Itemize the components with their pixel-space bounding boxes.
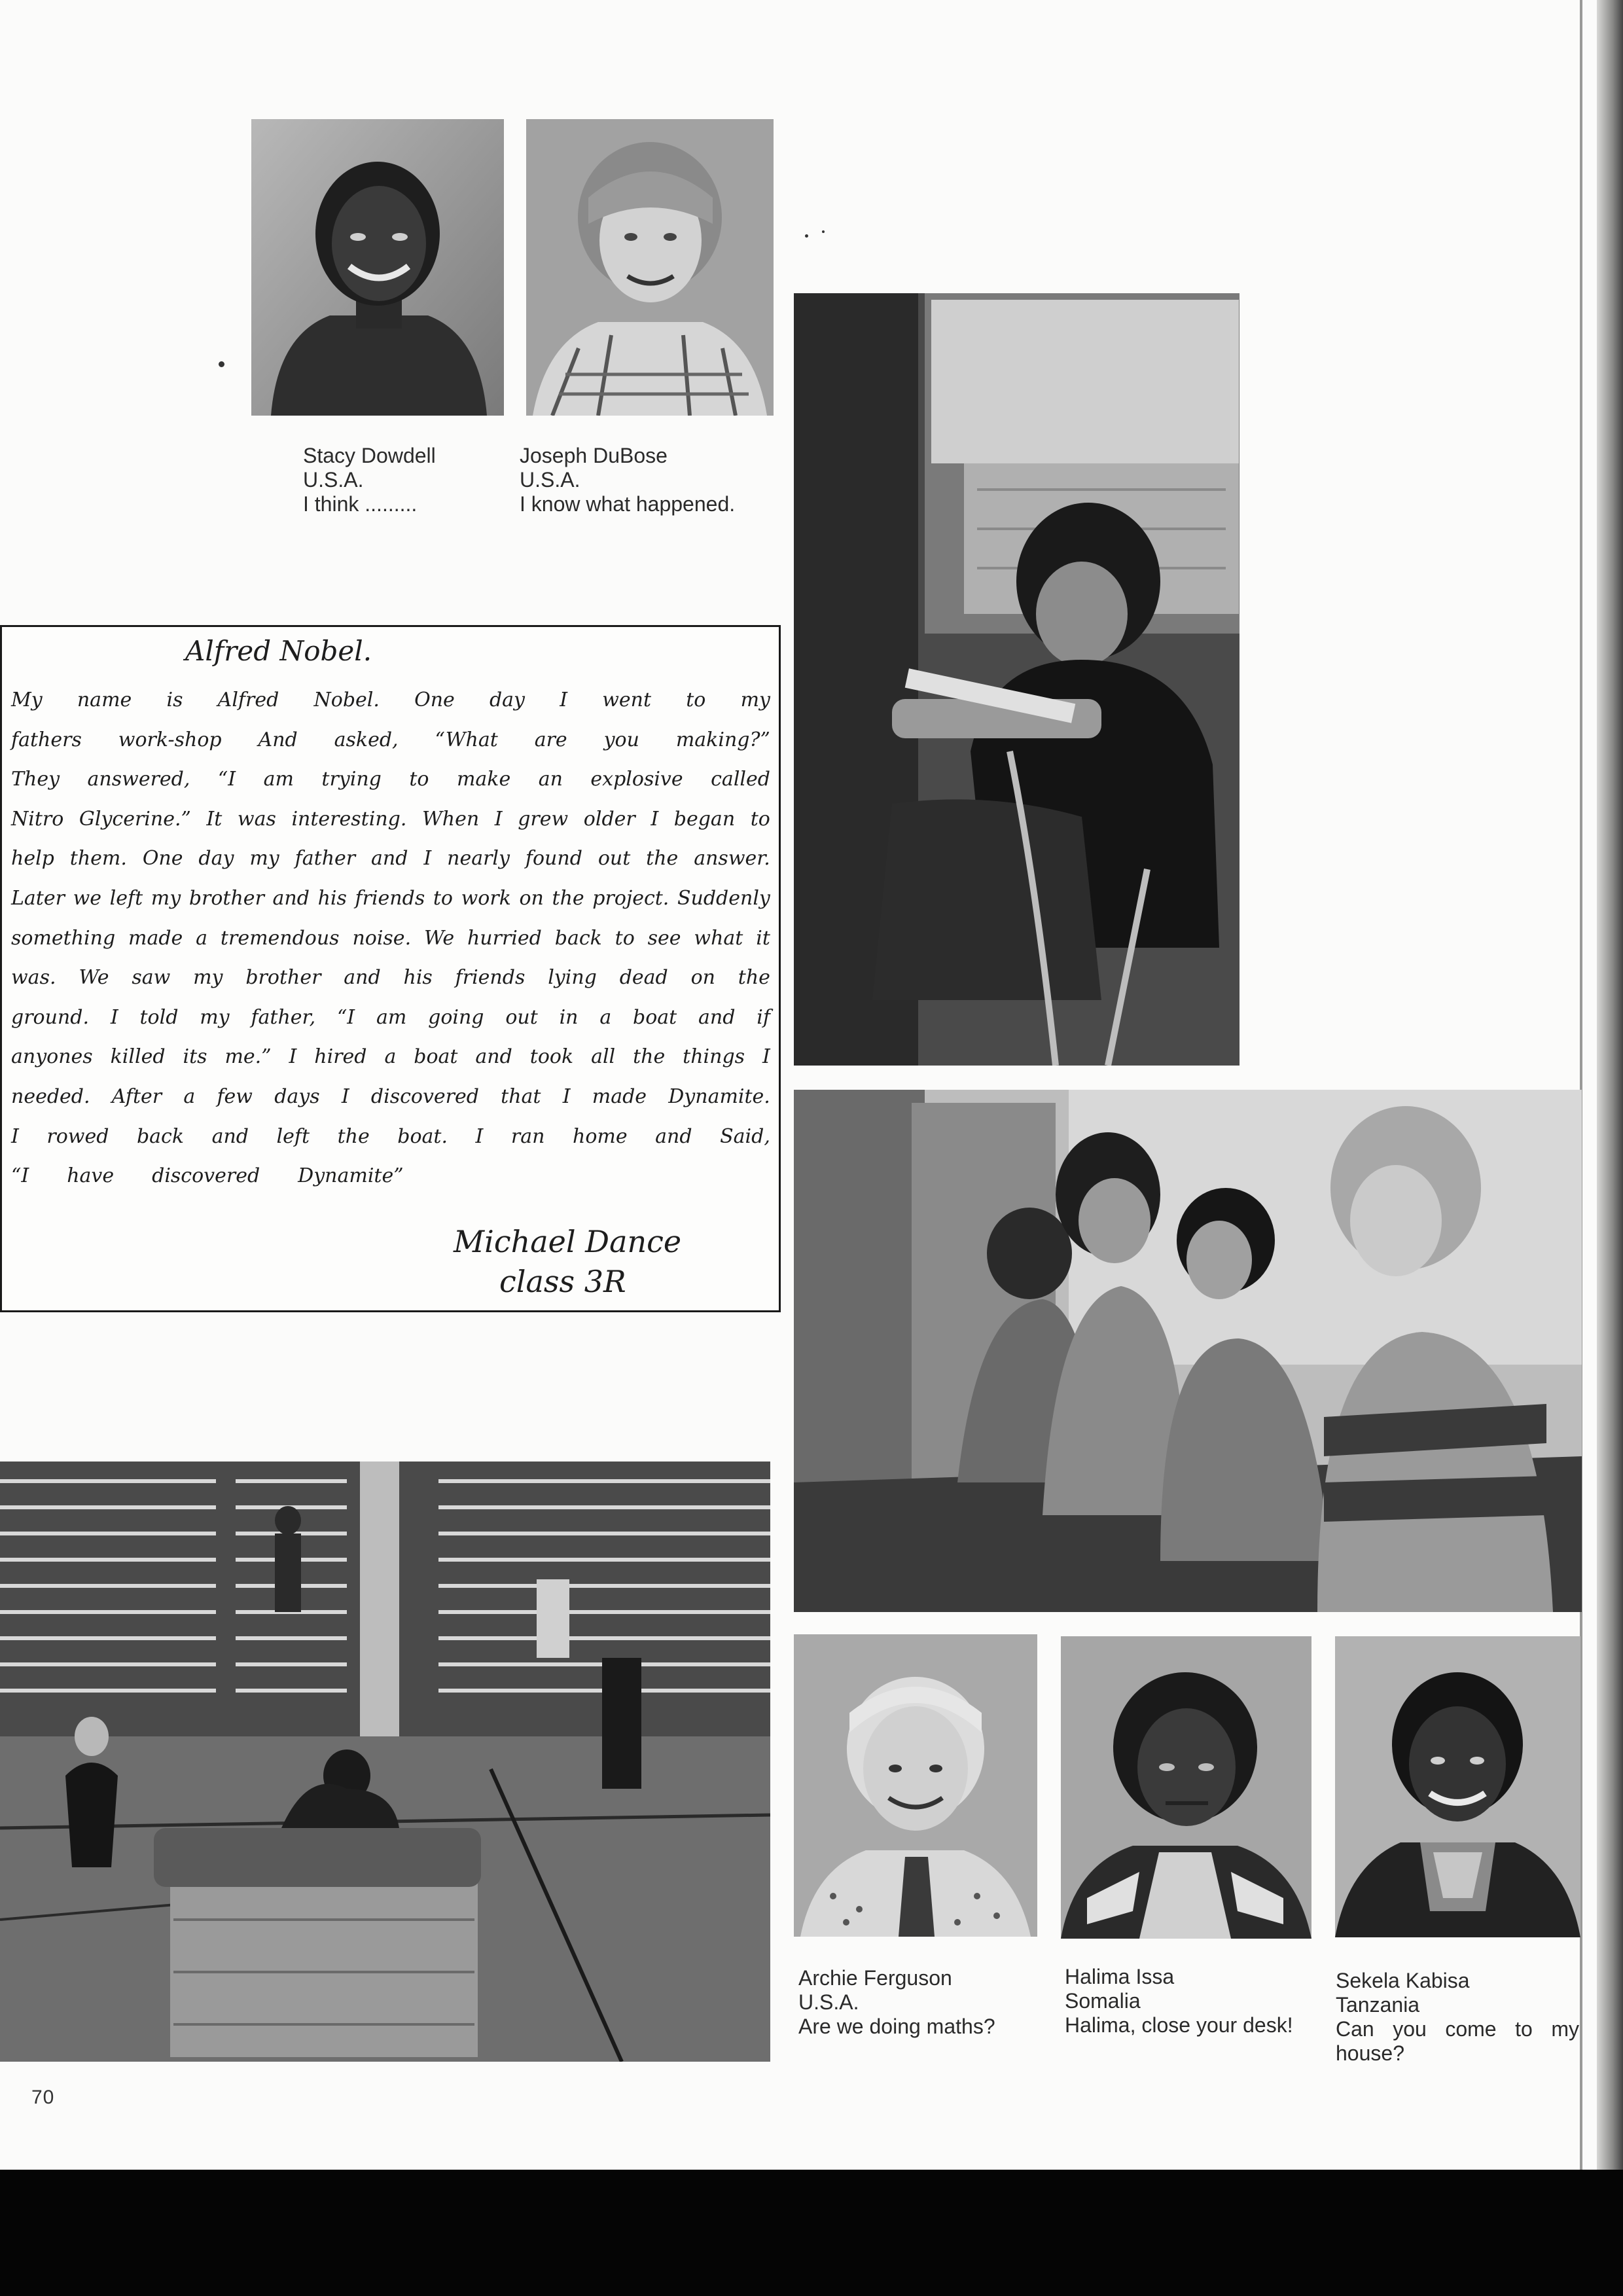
student-name: Archie Ferguson: [798, 1966, 952, 1990]
essay-line: They answered, “I am trying to make an explosive called: [11, 768, 770, 791]
essay-line: My name is Alfred Nobel. One day I went to my: [11, 689, 770, 711]
student-name: Stacy Dowdell: [303, 444, 436, 467]
handwritten-essay-box: [0, 625, 781, 1312]
essay-line: was. We saw my brother and his friends lying dead on the: [11, 966, 770, 990]
caption-joseph-dubose: [520, 444, 735, 516]
student-quote: I think .........: [303, 492, 418, 516]
caption-halima-issa: [1065, 1965, 1293, 2037]
photo-boy-reading-at-desk: [794, 293, 1240, 1066]
essay-author-signature: Michael Dance: [454, 1224, 682, 1259]
essay-line: Nitro Glycerine.” It was interesting. When I grew older I began to: [11, 807, 770, 831]
student-name: Joseph DuBose: [520, 444, 668, 467]
essay-title: Alfred Nobel.: [185, 635, 372, 667]
book-spine-shadow: [1597, 0, 1623, 2173]
essay-line: “I have discovered Dynamite”: [11, 1164, 404, 1188]
caption-sekela-kabisa: [1336, 1969, 1579, 2066]
portrait-photo-sekela-kabisa: [1335, 1636, 1580, 1937]
page-number: 70: [31, 2087, 55, 2108]
portrait-photo-joseph-dubose: [526, 119, 774, 416]
student-name: Halima Issa: [1065, 1965, 1175, 1988]
essay-line: needed. After a few days I discovered that I made Dynamite.: [11, 1085, 770, 1108]
caption-archie-ferguson: [798, 1966, 995, 2039]
scan-speck: [822, 230, 825, 233]
scan-speck: [805, 234, 808, 238]
essay-author-class: class 3R: [499, 1264, 626, 1299]
student-country: Somalia: [1065, 1989, 1141, 2013]
caption-stacy-dowdell: [303, 444, 436, 516]
essay-body: [11, 681, 770, 1196]
student-quote: Can you come to my house?: [1336, 2017, 1579, 2065]
student-name: Sekela Kabisa: [1336, 1969, 1470, 1992]
portrait-photo-halima-issa: [1061, 1636, 1311, 1939]
essay-line: Later we left my brother and his friends to work on the project. Suddenly: [11, 886, 770, 910]
student-quote: Are we doing maths?: [798, 2015, 995, 2038]
scan-bottom-border: [0, 2170, 1623, 2296]
essay-line: anyones killed its me.” I hired a boat and took all the things I: [11, 1045, 770, 1069]
scan-speck: [219, 361, 224, 367]
student-country: U.S.A.: [303, 468, 364, 492]
photo-gymnasium-vaulting: [0, 1462, 770, 2062]
essay-line: help them. One day my father and I nearly found out the answer.: [11, 847, 770, 870]
photo-children-seated-on-bench: [794, 1090, 1582, 1612]
portrait-photo-archie-ferguson: [794, 1634, 1037, 1937]
student-country: U.S.A.: [798, 1990, 859, 2014]
student-quote: I know what happened.: [520, 492, 736, 516]
student-quote: Halima, close your desk!: [1065, 2013, 1293, 2037]
student-country: Tanzania: [1336, 1993, 1420, 2017]
essay-line: something made a tremendous noise. We hurried back to see what it: [11, 926, 770, 950]
essay-line: fathers work-shop And asked, “What are you making?”: [11, 728, 770, 751]
essay-line: ground. I told my father, “I am going out in a boat and if: [11, 1005, 770, 1029]
essay-line: I rowed back and left the boat. I ran home and Said,: [11, 1124, 770, 1148]
portrait-photo-stacy-dowdell: [251, 119, 504, 416]
student-country: U.S.A.: [520, 468, 580, 492]
